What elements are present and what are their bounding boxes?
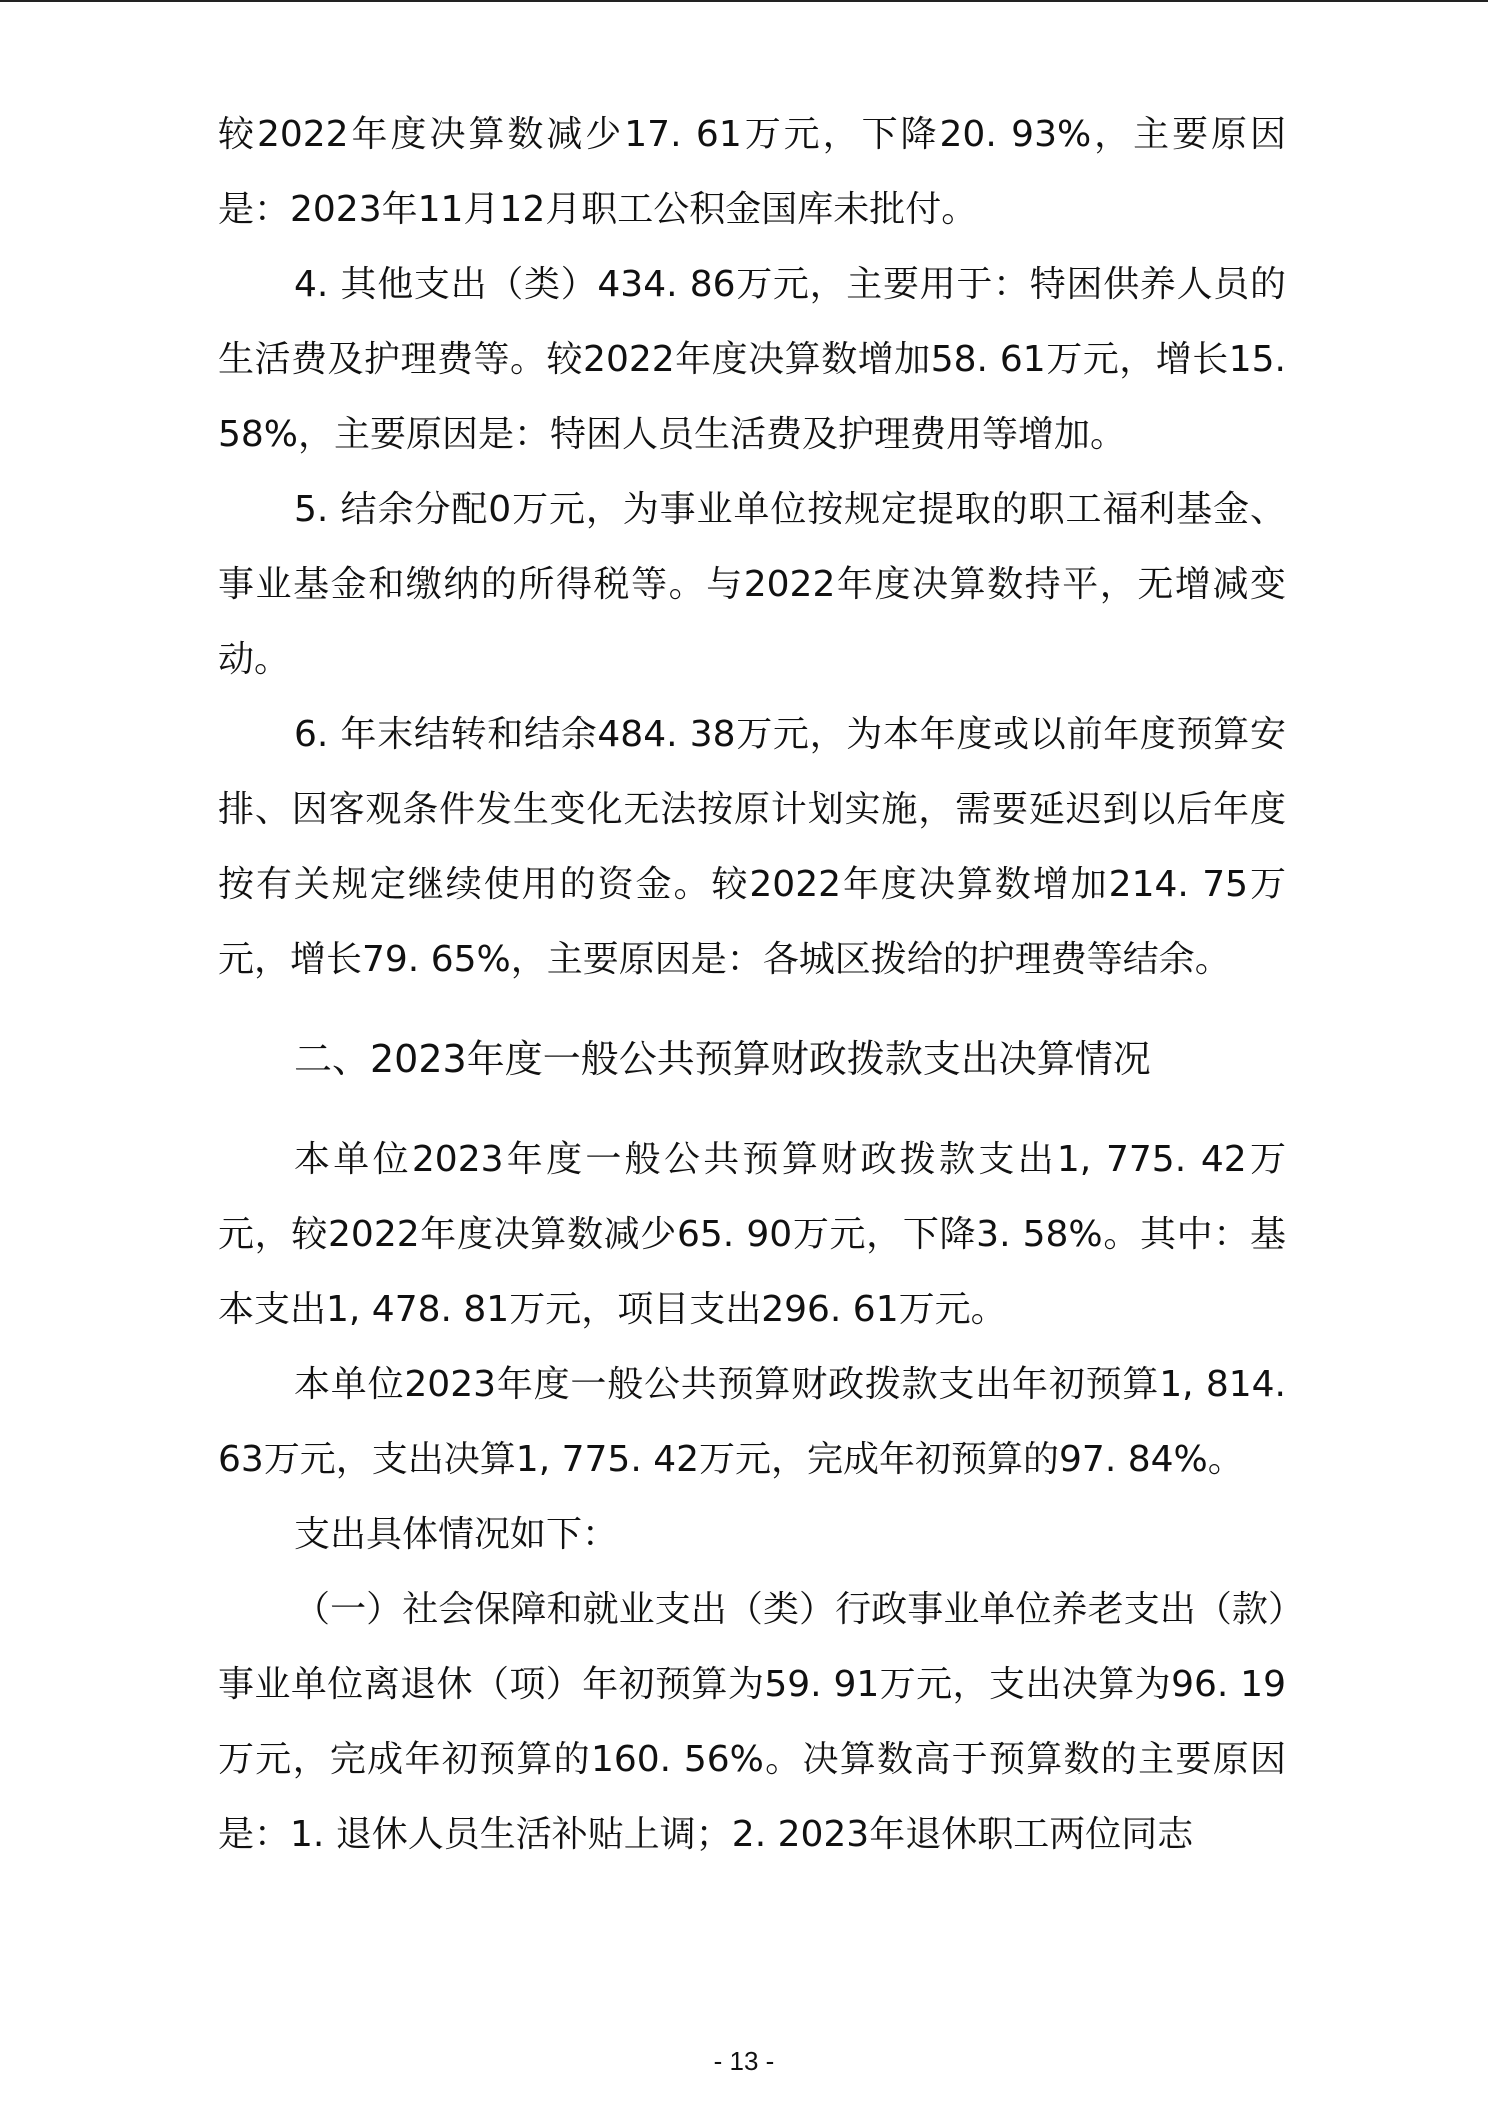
paragraph-other-expenditure: 4. 其他支出（类）434. 86万元，主要用于：特困供养人员的生活费及护理费等。较2022年度决算数增加58. 61万元，增长15. 58%，主要原因是：特困人员生活费及护理费用等增加。 xyxy=(218,264,1286,455)
paragraph-social-security: （一）社会保障和就业支出（类）行政事业单位养老支出（款）事业单位离退休（项）年初预算为59. 91万元，支出决算为96. 19万元，完成年初预算的160. 56%。决算数高于预算数的主要原因是：1. 退休人员生活补贴上调；2. 2023年退休职工两位同志 xyxy=(218,1589,1286,1855)
top-border-line xyxy=(0,0,1488,2)
document-body xyxy=(218,97,1286,1872)
paragraph-details-intro: 支出具体情况如下： xyxy=(294,1514,619,1555)
paragraph-continuation: 较2022年度决算数减少17. 61万元，下降20. 93%，主要原因是：2023年11月12月职工公积金国库未批付。 xyxy=(218,114,1286,230)
paragraph-budget-completion: 本单位2023年度一般公共预算财政拨款支出年初预算1, 814. 63万元，支出决算1, 775. 42万元，完成年初预算的97. 84%。 xyxy=(218,1364,1286,1480)
paragraph-year-end-balance: 6. 年末结转和结余484. 38万元，为本年度或以前年度预算安排、因客观条件发生变化无法按原计划实施，需要延迟到以后年度按有关规定继续使用的资金。较2022年度决算数增加214. 75万元，增长79. 65%，主要原因是：各城区拨给的护理费等结余。 xyxy=(218,714,1286,980)
paragraph-general-budget-expenditure: 本单位2023年度一般公共预算财政拨款支出1, 775. 42万元，较2022年度决算数减少65. 90万元，下降3. 58%。其中：基本支出1, 478. 81万元，项目支出296. 61万元。 xyxy=(218,1139,1286,1330)
page-number: - 13 - xyxy=(713,2046,775,2076)
paragraph-surplus-distribution: 5. 结余分配0万元，为事业单位按规定提取的职工福利基金、事业基金和缴纳的所得税等。与2022年度决算数持平，无增减变动。 xyxy=(218,489,1286,680)
section-heading: 二、2023年度一般公共预算财政拨款支出决算情况 xyxy=(294,1037,1151,1081)
